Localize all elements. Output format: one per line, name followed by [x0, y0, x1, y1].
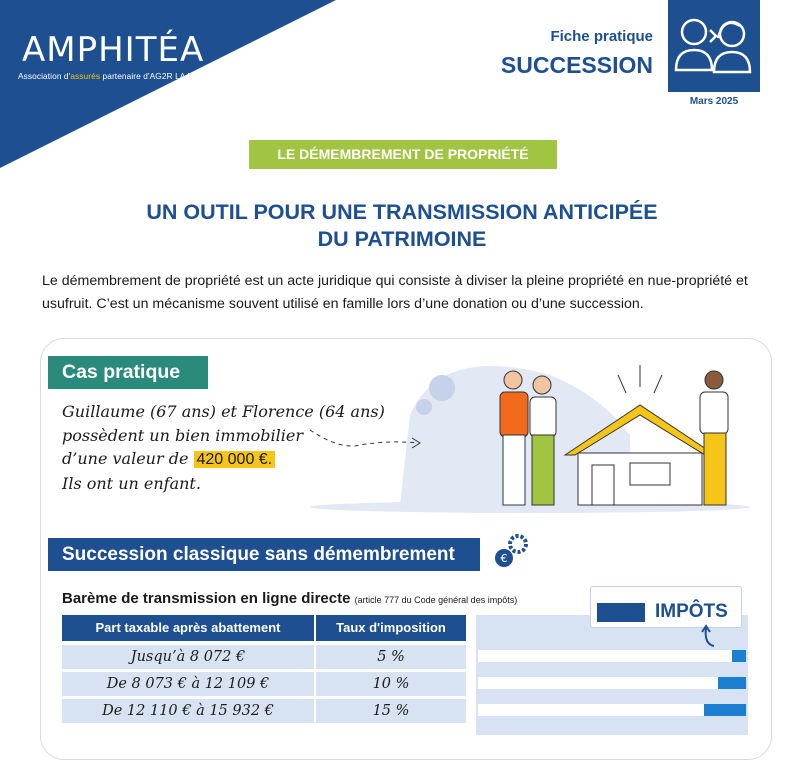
date-label: Mars 2025 [689, 96, 739, 107]
succession-heading: Succession classique sans démembrement [48, 538, 480, 571]
rate-bar-track [478, 704, 746, 716]
rate-bar [718, 677, 746, 689]
column-divider [314, 615, 316, 735]
impots-label: IMPÔTS [655, 601, 728, 622]
cas-story: Guillaume (67 ans) et Florence (64 ans) possèdent un bien immobilier d’une valeur de 420 000 €. Ils ont un enfant. [62, 402, 385, 493]
property-value: 420 000 €. [194, 451, 276, 468]
rate-bar [704, 704, 746, 716]
rate-bar-track [478, 677, 746, 689]
table-cell-rate: 15 % [372, 703, 410, 719]
topic-title: SUCCESSION [500, 52, 653, 78]
table-cell-range: De 8 073 € à 12 109 € [106, 676, 270, 692]
rate-bar-track [478, 650, 746, 662]
cas-pratique-heading: Cas pratique [48, 356, 208, 389]
bareme-title: Barème de transmission en ligne directe (article 777 du Code général des impôts) [62, 590, 518, 607]
page-title: UN OUTIL POUR UNE TRANSMISSION ANTICIPÉE DU PATRIMOINE [146, 200, 658, 251]
column-header-part: Part taxable après abattement [95, 620, 281, 635]
gears-icon [492, 530, 534, 572]
government-logo-icon [597, 603, 645, 622]
arrow-icon [700, 624, 720, 648]
column-header-taux: Taux d'imposition [336, 620, 446, 635]
svg-text:€: € [500, 552, 508, 565]
fiche-label: Fiche pratique [550, 28, 653, 45]
table-cell-range: Jusqu’à 8 072 € [130, 649, 246, 665]
brand-logo: AMPHITÉA [22, 30, 205, 70]
section-badge: LE DÉMEMBREMENT DE PROPRIÉTÉ [249, 140, 557, 169]
people-icon [668, 0, 760, 92]
intro-paragraph: Le démembrement de propriété est un acte juridique qui consiste à diviser la pleine propriété en nue-propriété et usufruit. C’est un mécanisme souvent utilisé en famille lors d’une donation ou d’une succession. [42, 273, 748, 312]
house-icon [300, 355, 770, 520]
table-cell-rate: 10 % [372, 676, 410, 692]
table-cell-rate: 5 % [377, 649, 405, 665]
table-cell-range: De 12 110 € à 15 932 € [102, 703, 274, 719]
rate-bar [732, 650, 746, 662]
brand-tagline: Association d'assurés partenaire d'AG2R LA MONDIALE [18, 71, 232, 81]
